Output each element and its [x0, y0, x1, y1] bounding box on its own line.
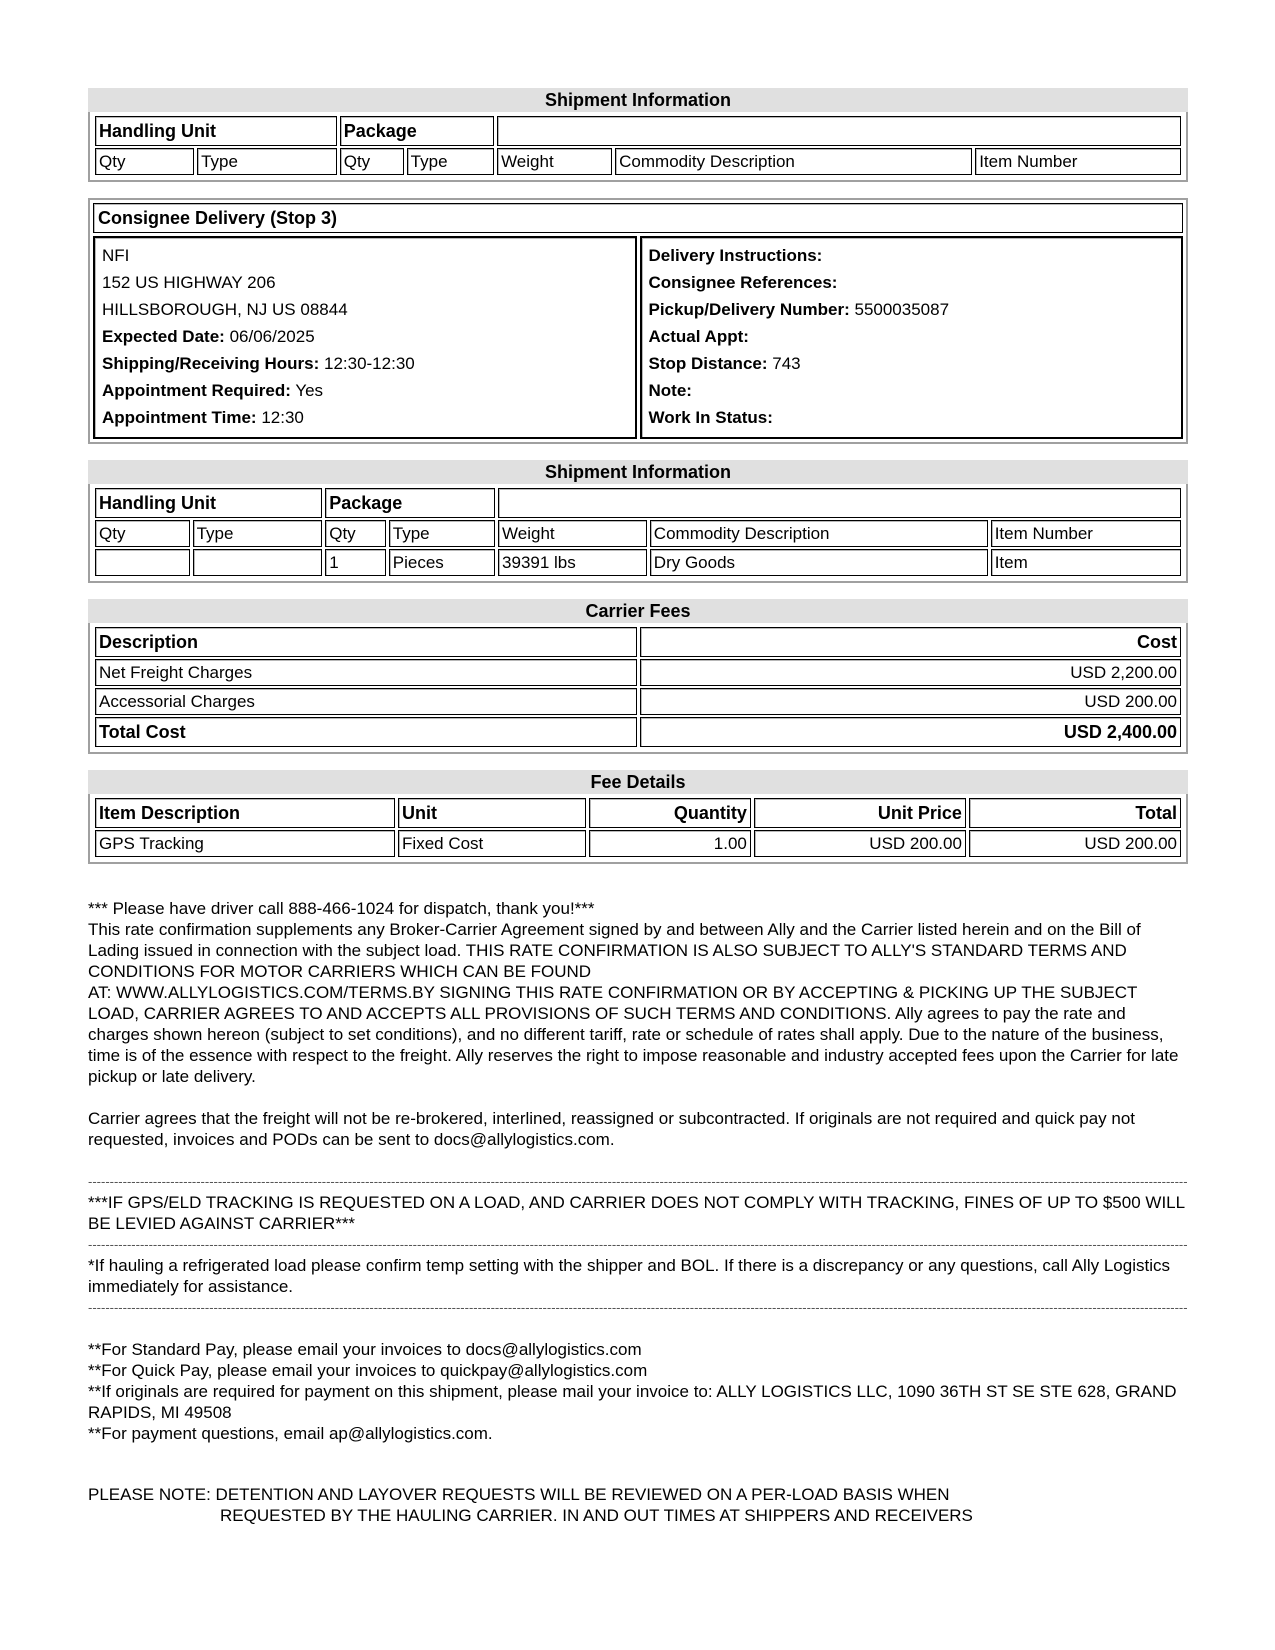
payment-questions-note: **For payment questions, email ap@allylogistics.com.: [88, 1424, 493, 1443]
fee-description: Accessorial Charges: [95, 688, 637, 715]
table-row: [95, 659, 1181, 686]
work-in-status: Work In Status:: [648, 408, 773, 427]
cost-header: Cost: [640, 627, 1182, 657]
handling-unit-header: Handling Unit: [95, 488, 322, 518]
table-row: [95, 688, 1181, 715]
consignee-address-line1: 152 US HIGHWAY 206: [102, 273, 276, 292]
column-header: Type: [193, 520, 323, 547]
consignee-references: Consignee References:: [648, 273, 838, 292]
shipping-receiving-hours: Shipping/Receiving Hours: 12:30-12:30: [102, 354, 415, 373]
table-cell: [95, 549, 190, 576]
total-cost-label: Total Cost: [95, 717, 637, 747]
section-title: Shipment Information: [88, 460, 1188, 484]
column-header: Qty: [95, 520, 190, 547]
dashed-divider: --------------------------------------------------------------------------------------------------------------------------------------------------------------------------------------------------------------------------------------------------------------: [88, 1300, 1188, 1315]
column-header: Unit Price: [754, 798, 966, 828]
column-header: Qty: [340, 148, 404, 175]
fee-details-table: [92, 796, 1184, 859]
table-cell: Dry Goods: [650, 549, 988, 576]
column-header: Type: [389, 520, 495, 547]
notice-line-2: REQUESTED BY THE HAULING CARRIER. IN AND OUT TIMES AT SHIPPERS AND RECEIVERS: [220, 1506, 973, 1525]
stop-distance: Stop Distance: 743: [648, 354, 801, 373]
appointment-required: Appointment Required: Yes: [102, 381, 324, 400]
handling-unit-header: Handling Unit: [95, 116, 337, 146]
table-header-row: [95, 148, 1181, 175]
gps-tracking-warning: ***IF GPS/ELD TRACKING IS REQUESTED ON A LOAD, AND CARRIER DOES NOT COMPLY WITH TRACKING, FINES OF UP TO $500 WILL BE LEVIED AGAINST CARRIER***: [88, 1193, 1185, 1233]
shipment-info-section-1: [88, 88, 1188, 182]
consignee-address-panel: [93, 236, 637, 439]
table-cell: 1: [325, 549, 386, 576]
shipment-table-2: [92, 486, 1184, 578]
column-header: Quantity: [589, 798, 751, 828]
delivery-instructions: Delivery Instructions:: [648, 246, 823, 265]
reefer-note: *If hauling a refrigerated load please confirm temp setting with the shipper and BOL. If there is a discrepancy or any questions, call Ally Logistics immediately for assistance.: [88, 1256, 1170, 1296]
note: Note:: [648, 381, 692, 400]
table-cell: USD 200.00: [969, 830, 1181, 857]
expected-date: Expected Date: 06/06/2025: [102, 327, 315, 346]
table-cell: Pieces: [389, 549, 495, 576]
empty-header: [497, 116, 1181, 146]
fee-details-section: [88, 770, 1188, 864]
terms-paragraph-2: Carrier agrees that the freight will not be re-brokered, interlined, reassigned or subcontracted. If originals are not required and quick pay not requested, invoices and PODs can be sent to docs@allylogistics.com.: [88, 1109, 1136, 1149]
table-header-row: [95, 520, 1181, 547]
pickup-delivery-number: Pickup/Delivery Number: 5500035087: [648, 300, 950, 319]
table-row: [95, 830, 1181, 857]
column-header: Type: [197, 148, 337, 175]
consignee-name: NFI: [102, 246, 130, 265]
column-header: Total: [969, 798, 1181, 828]
appointment-time: Appointment Time: 12:30: [102, 408, 304, 427]
column-header: Qty: [325, 520, 386, 547]
table-header-row: [95, 627, 1181, 657]
notice-line-1: PLEASE NOTE: DETENTION AND LAYOVER REQUESTS WILL BE REVIEWED ON A PER-LOAD BASIS WHEN: [88, 1485, 950, 1504]
fee-cost: USD 200.00: [640, 688, 1182, 715]
dashed-divider: --------------------------------------------------------------------------------------------------------------------------------------------------------------------------------------------------------------------------------------------------------------: [88, 1237, 1188, 1252]
carrier-fees-table: [92, 625, 1184, 749]
column-header: Item Number: [975, 148, 1181, 175]
table-cell: Item: [991, 549, 1181, 576]
fee-description: Net Freight Charges: [95, 659, 637, 686]
column-header: Weight: [497, 148, 612, 175]
column-header: Qty: [95, 148, 194, 175]
consignee-delivery-section: [88, 198, 1188, 444]
terms-paragraph-1b: AT: WWW.ALLYLOGISTICS.COM/TERMS.BY SIGNING THIS RATE CONFIRMATION OR BY ACCEPTING & PICKING UP THE SUBJECT LOAD, CARRIER AGREES TO AND ACCEPTS ALL PROVISIONS OF SUCH TERMS AND CONDITIONS. Ally agrees to pay the rate and charges shown hereon (subject to set conditions), and no different tariff, rate or schedule of rates shall apply. Due to the nature of the business, time is of the essence with respect to the freight. Ally reserves the right to impose reasonable and industry accepted fees upon the Carrier for late pickup or late delivery.: [88, 983, 1179, 1086]
column-header: Item Number: [991, 520, 1181, 547]
total-cost-value: USD 2,400.00: [640, 717, 1182, 747]
fee-cost: USD 2,200.00: [640, 659, 1182, 686]
table-header-row: [95, 798, 1181, 828]
table-cell: Fixed Cost: [398, 830, 586, 857]
shipment-table-1: [92, 114, 1184, 177]
empty-header: [498, 488, 1181, 518]
table-cell: [193, 549, 323, 576]
quick-pay-note: **For Quick Pay, please email your invoices to quickpay@allylogistics.com: [88, 1361, 648, 1380]
column-header: Commodity Description: [615, 148, 972, 175]
column-header: Commodity Description: [650, 520, 988, 547]
table-cell: GPS Tracking: [95, 830, 395, 857]
consignee-title: Consignee Delivery (Stop 3): [93, 203, 1183, 233]
section-title: Carrier Fees: [88, 599, 1188, 623]
table-cell: 1.00: [589, 830, 751, 857]
detention-notice: [88, 1484, 1188, 1526]
delivery-details-panel: [640, 236, 1184, 439]
table-cell: 39391 lbs: [498, 549, 647, 576]
rate-confirmation-page: [88, 88, 1188, 1526]
column-header: Type: [407, 148, 494, 175]
actual-appt: Actual Appt:: [648, 327, 749, 346]
section-title: Fee Details: [88, 770, 1188, 794]
dispatch-note: *** Please have driver call 888-466-1024 for dispatch, thank you!***: [88, 899, 595, 918]
originals-note: **If originals are required for payment on this shipment, please mail your invoice to: ALLY LOGISTICS LLC, 1090 36TH ST SE STE 628, GRAND RAPIDS, MI 49508: [88, 1382, 1177, 1422]
consignee-address-line2: HILLSBOROUGH, NJ US 08844: [102, 300, 348, 319]
column-header: Unit: [398, 798, 586, 828]
section-title: Shipment Information: [88, 88, 1188, 112]
table-cell: USD 200.00: [754, 830, 966, 857]
description-header: Description: [95, 627, 637, 657]
terms-section: [88, 898, 1188, 1444]
column-header: Weight: [498, 520, 647, 547]
standard-pay-note: **For Standard Pay, please email your invoices to docs@allylogistics.com: [88, 1340, 642, 1359]
column-header: Item Description: [95, 798, 395, 828]
table-row: [95, 549, 1181, 576]
terms-paragraph-1a: This rate confirmation supplements any Broker-Carrier Agreement signed by and between Ally and the Carrier listed herein and on the Bill of Lading issued in connection with the subject load. THIS RATE CONFIRMATION IS ALSO SUBJECT TO ALLY'S STANDARD TERMS AND CONDITIONS FOR MOTOR CARRIERS WHICH CAN BE FOUND: [88, 920, 1141, 981]
shipment-info-section-2: [88, 460, 1188, 583]
package-header: Package: [340, 116, 494, 146]
package-header: Package: [325, 488, 495, 518]
dashed-divider: --------------------------------------------------------------------------------------------------------------------------------------------------------------------------------------------------------------------------------------------------------------: [88, 1174, 1188, 1189]
total-row: [95, 717, 1181, 747]
carrier-fees-section: [88, 599, 1188, 754]
